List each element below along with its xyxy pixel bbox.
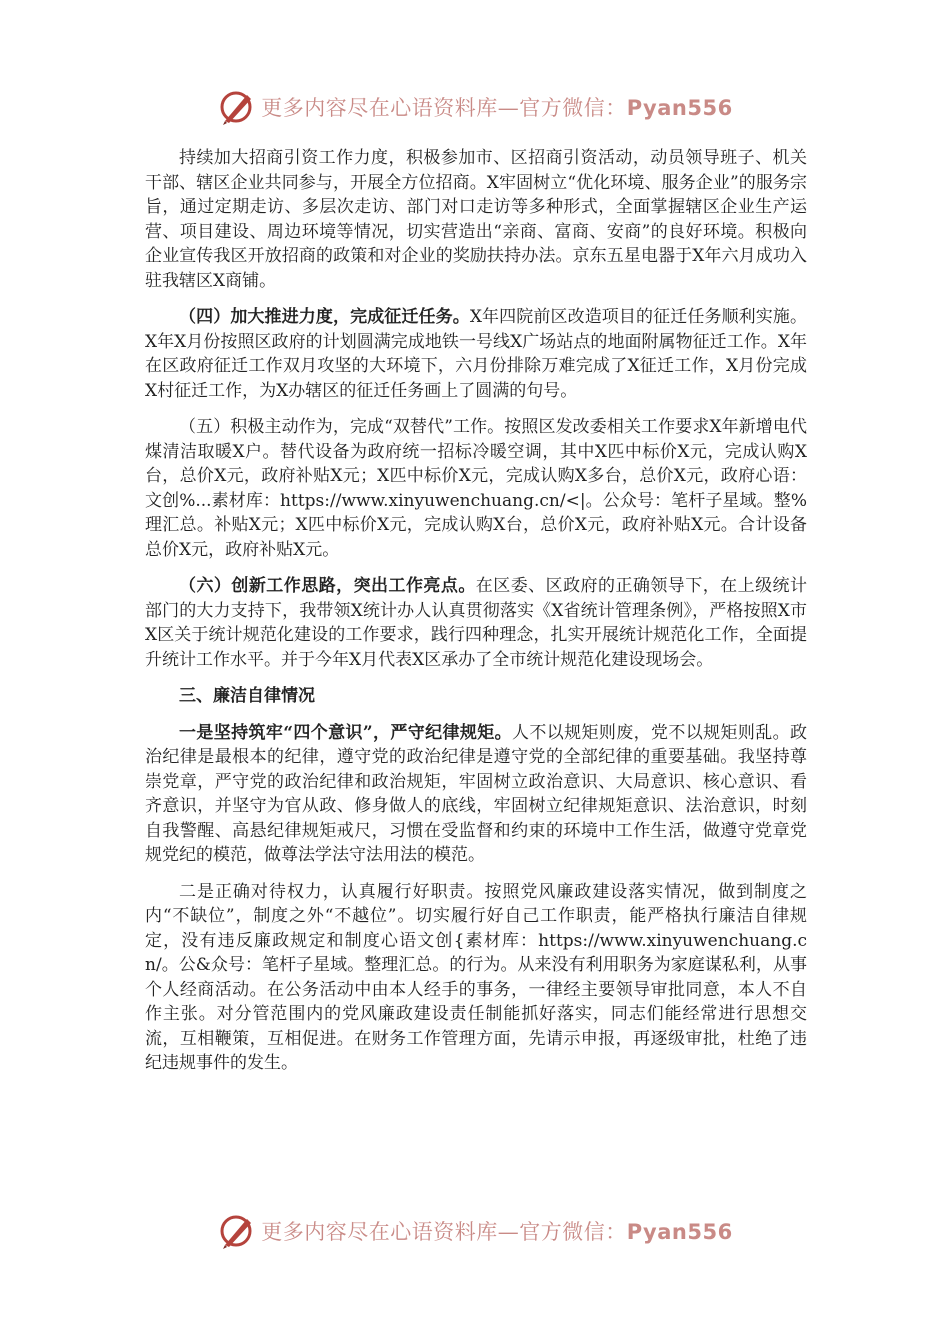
paragraph-2-lead: （四）加大推进力度，完成征迁任务。 — [179, 307, 470, 327]
paragraph-4: （六）创新工作思路，突出工作亮点。在区委、区政府的正确领导下，在上级统计部门的大力支持下，我带领X统计办人认真贯彻落实《X省统计管理条例》，严格按照X市X区关于统计规范化建设的工作要求，践行四种理念，扎实开展统计规范化工作，全面提升统计工作水平。并于今年X月代表X区承办了全市统计规范化建设现场会。 — [145, 576, 808, 670]
paragraph-5-lead: 一是坚持筑牢“四个意识”，严守纪律规矩。 — [179, 722, 513, 743]
paragraph-1: 持续加大招商引资工作力度，积极参加市、区招商引资活动，动员领导班子、机关干部、辖区企业共同参与，开展全方位招商。X牢固树立“优化环境、服务企业”的服务宗旨，通过定期走访、多层次走访、部门对口走访等多种形式，全面掌握辖区企业生产运营、项目建设、周边环境等情况，切实营造出“亲商、富商、安商”的良好环境。积极向企业宣传我区开放招商的政策和对企业的奖励扶持办法。京东五星电器于X年六月成功入驻我辖区X商铺。 — [145, 148, 807, 291]
paragraph-4-lead: （六）创新工作思路，突出工作亮点。 — [179, 576, 476, 596]
footer-banner — [0, 1208, 950, 1254]
document-body — [145, 146, 807, 1076]
banner-brand: Pyan556 — [626, 96, 733, 120]
section-heading: 三、廉洁自律情况 — [179, 686, 315, 706]
paragraph-3: （五）积极主动作为，完成“双替代”工作。按照区发改委相关工作要求X年新增电代煤清洁取暖X户。替代设备为政府统一招标冷暖空调，其中X匹中标价X元，完成认购X台，总价X元，政府补贴X元；X匹中标价X元，完成认购X多台，总价X元，政府心语：文创%...素材库：https://www.xinyuwenchuang.cn/<|。公众号：笔杆子星域。整%理汇总。补贴X元；X匹中标价X元，完成认购X台，总价X元，政府补贴X元。合计设备总价X元，政府补贴X元。 — [145, 417, 807, 560]
pen-logo-icon — [217, 1211, 257, 1251]
banner-text: 更多内容尽在心语资料库—官方微信： — [261, 96, 627, 120]
paragraph-6: 二是正确对待权力，认真履行好职责。按照党风廉政建设落实情况，做到制度之内“不缺位”，制度之外“不越位”。切实履行好自己工作职责，能严格执行廉洁自律规定，没有违反廉政规定和制度心语文创{素材库：https://www.xinyuwenchuang.cn/。公&众号：笔杆子星域。整理汇总。的行为。从来没有利用职务为家庭谋私利，从事个人经商活动。在公务活动中由本人经手的事务，一律经主要领导审批同意，本人不自作主张。对分管范围内的党风廉政建设责任制能抓好落实，同志们能经常进行思想交流，互相鞭策，互相促进。在财务工作管理方面，先请示申报，再逐级审批，杜绝了违纪违规事件的发生。 — [145, 881, 807, 1073]
paragraph-2: （四）加大推进力度，完成征迁任务。X年四院前区改造项目的征迁任务顺利实施。X年X月份按照区政府的计划圆满完成地铁一号线X广场站点的地面附属物征迁工作。X年在区政府征迁工作双月攻坚的大环境下，六月份排除万难完成了X征迁工作，X月份完成X村征迁工作，为X办辖区的征迁任务画上了圆满的句号。 — [145, 307, 807, 401]
pen-logo-icon — [217, 87, 257, 127]
paragraph-5: 一是坚持筑牢“四个意识”，严守纪律规矩。人不以规矩则废，党不以规矩则乱。政治纪律是最根本的纪律，遵守党的政治纪律是遵守党的全部纪律的重要基础。我坚持尊崇党章，严守党的政治纪律和政治规矩，牢固树立政治意识、大局意识、核心意识、看齐意识，并坚守为官从政、修身做人的底线，牢固树立纪律规矩意识、法治意识，时刻自我警醒、高悬纪律规矩戒尺，习惯在受监督和约束的环境中工作生活，做遵守党章党规党纪的模范，做尊法学法守法用法的模范。 — [145, 722, 808, 865]
banner-brand: Pyan556 — [626, 1220, 733, 1244]
header-banner — [0, 84, 950, 130]
banner-text: 更多内容尽在心语资料库—官方微信： — [261, 1220, 627, 1244]
